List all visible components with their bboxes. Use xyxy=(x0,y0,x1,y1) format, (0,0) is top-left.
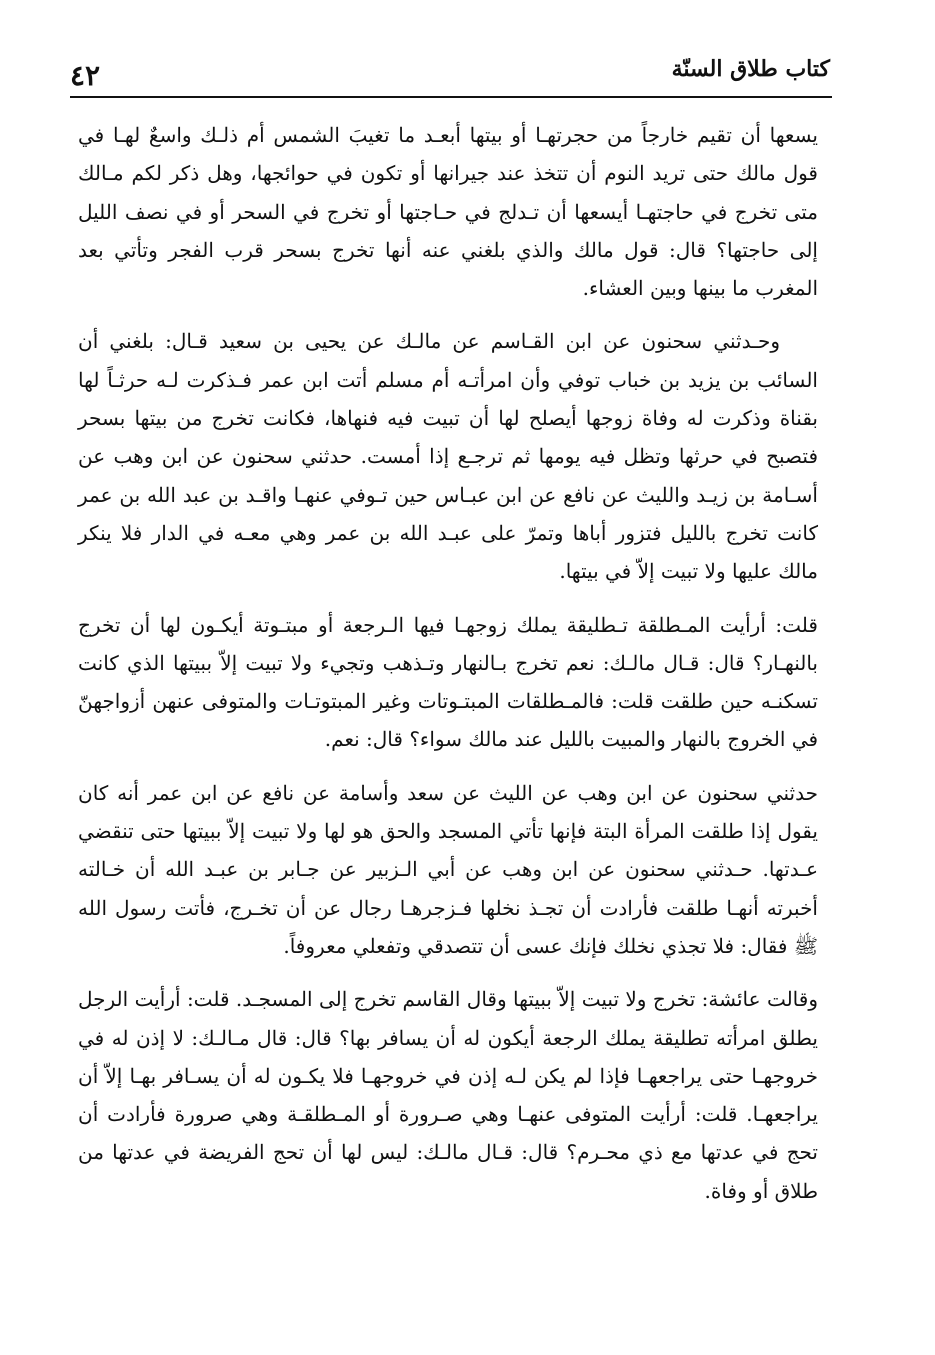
header-divider xyxy=(70,96,832,98)
paragraph-2: وحـدثني سحنون عن ابن القـاسم عن مالـك عن يحيى بن سعيد قـال: بلغني أن السائب بن يزيد بن خباب توفي وأن امرأتـه أم مسلم أتت ابن عمر فـذكرت لـه حرثـاً لها بقناة وذكرت له وفاة زوجها أيصلح لها أن تبيت فيه فنهاها، فكانت تخرج من بيتها بسحر فتصبح في حرثها وتظل فيه يومها ثم ترجـع إذا أمست. حدثني سحنون عن ابن وهب عن أسـامة بن زيـد والليث عن نافع عن ابن عبـاس حين تـوفي عنهـا واقـد بن عبد الله بن عمر كانت تخرج بالليل فتزور أباها وتمرّ على عبـد الله بن عمر وهي معـه في الدار فلا ينكر مالك عليها ولا تبيت إلاّ في بيتها. xyxy=(78,329,818,584)
body-text xyxy=(78,116,818,1210)
paragraph-1: يسعها أن تقيم خارجاً من حجرتهـا أو بيتها أبعـد ما تغيبَ الشمس أم ذلـك واسعٌ لهـا في قول مالك حتى تريد النوم أن تتخذ عند جيرانها أو تكون في حوائجها، وهل ذكر لكم مـالك متى تخرج في حاجتهـا أيسعها أن تـدلج في حـاجتها أو تخرج في السحر أو في نصف الليل إلى حاجتها؟ قال: قول مالك والذي بلغني عنه أنها تخرج بسحر قرب الفجر وتأتي بعد المغرب ما بينها وبين العشاء. xyxy=(78,123,818,301)
paragraph-4: حدثني سحنون عن ابن وهب عن الليث عن سعد وأسامة عن نافع عن ابن عمر أنه كان يقول إذا طلقت المرأة البتة فإنها تأتي المسجد والحق هو لها ولا تبيت إلاّ ببيتها حتى تنقضي عـدتها. حـدثني سحنون عن ابن وهب عن أبي الـزبير عن جـابر بن عبـد الله أن خـالته أخبرته أنهـا طلقت فأرادت أن تجـذ نخلها فـزجرهـا رجال عن أن تخـرج، فأتت رسول الله ﷺ فقال: فلا تجذي نخلك فإنك عسى أن تتصدقي وتفعلي معروفاً. xyxy=(78,780,818,958)
paragraph-5: وقالت عائشة: تخرج ولا تبيت إلاّ ببيتها وقال القاسم تخرج إلى المسجـد. قلت: أرأيت الرجل يطلق امرأته تطليقة يملك الرجعة أيكون له أن يسافر بها؟ قال: قال مـالـك: لا إذن له في خروجهـا حتى يراجعهـا فإذا لم يكن لـه إذن في خروجهـا فلا يكـون له أن يسـافر بهـا إلاّ أن يراجعهـا. قلت: أرأيت المتوفى عنهـا وهي صـرورة أو المـطلقـة وهي صرورة فأرادت أن تحج في عدتها مع ذي محـرم؟ قال: قـال مالـك: ليس لها أن تحج الفريضة في عدتها من طلاق أو وفاة. xyxy=(78,987,819,1203)
paragraph-3: قلت: أرأيت المـطلقة تـطليقة يملك زوجهـا فيها الـرجعة أو مبتـوتة أيكـون لها أن تخرج بالنهـار؟ قال: قـال مالـك: نعم تخرج بـالنهار وتـذهب وتجيء ولا تبيت إلاّ ببيتها الذي كانت تسكنـه حين طلقت قلت: فالمـطلقات المبتـوتات وغير المبتوتـات والمتوفى عنهن أزواجهنّ في الخروج بالنهار والمبيت بالليل عند مالك سواء؟ قال: نعم. xyxy=(78,612,818,752)
page-header xyxy=(70,52,830,98)
page-number: ٤٢ xyxy=(70,59,101,92)
running-title: كتاب طلاق السنّة xyxy=(671,56,830,82)
